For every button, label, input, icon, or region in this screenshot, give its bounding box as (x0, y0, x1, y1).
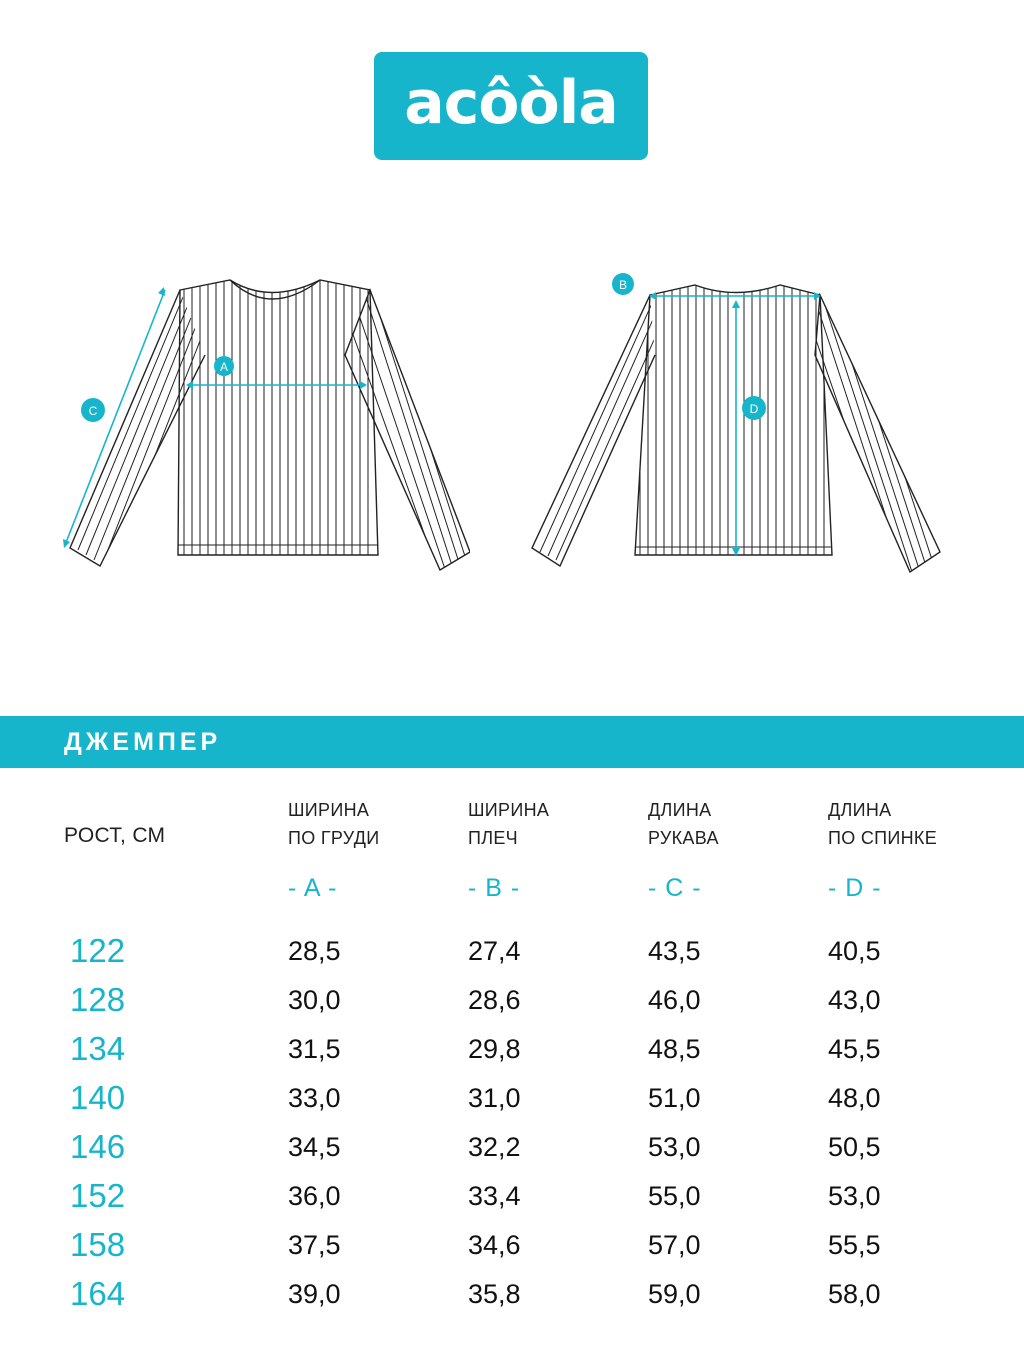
column-header-line1: ДЛИНА (648, 800, 712, 820)
shoulder-width-value: 27,4 (468, 936, 521, 966)
column-header-line1: ДЛИНА (828, 800, 892, 820)
table-row (0, 1176, 1024, 1216)
shoulder-width-value: 33,4 (468, 1181, 521, 1211)
front-view-sketch (50, 270, 470, 590)
column-header-line2: РУКАВА (648, 828, 719, 848)
chest-width-value: 34,5 (288, 1132, 341, 1162)
back-length-value: 48,0 (828, 1083, 881, 1113)
table-row (0, 1078, 1024, 1118)
chest-width-value: 39,0 (288, 1279, 341, 1309)
chest-width-value: 31,5 (288, 1034, 341, 1064)
row-height: 152 (70, 1177, 126, 1214)
sleeve-length-value: 59,0 (648, 1279, 701, 1309)
sleeve-length-value: 55,0 (648, 1181, 701, 1211)
chest-width-value: 37,5 (288, 1230, 341, 1260)
column-header-c (648, 796, 719, 852)
column-header-line2: ПЛЕЧ (468, 828, 518, 848)
shoulder-width-value: 29,8 (468, 1034, 521, 1064)
table-row (0, 980, 1024, 1020)
shoulder-width-value: 32,2 (468, 1132, 521, 1162)
row-height: 146 (70, 1128, 126, 1165)
back-length-value: 55,5 (828, 1230, 881, 1260)
back-length-value: 58,0 (828, 1279, 881, 1309)
back-length-value: 45,5 (828, 1034, 881, 1064)
chest-width-value: 36,0 (288, 1181, 341, 1211)
sleeve-length-value: 51,0 (648, 1083, 701, 1113)
shoulder-width-value: 31,0 (468, 1083, 521, 1113)
row-height: 158 (70, 1226, 126, 1263)
back-length-value: 40,5 (828, 936, 881, 966)
row-height: 164 (70, 1275, 126, 1312)
column-code-c: - C - (648, 874, 702, 902)
row-height: 128 (70, 981, 126, 1018)
back-length-value: 43,0 (828, 985, 881, 1015)
table-title-banner (0, 716, 1024, 768)
column-code-d: - D - (828, 874, 882, 902)
marker-d-label: D (749, 402, 759, 416)
marker-c-label: C (88, 404, 98, 418)
back-length-value: 50,5 (828, 1132, 881, 1162)
brand-logo (374, 52, 648, 160)
chest-width-value: 30,0 (288, 985, 341, 1015)
table-row (0, 1274, 1024, 1314)
column-code-b: - B - (468, 874, 521, 902)
row-height: 134 (70, 1030, 126, 1067)
table-row (0, 931, 1024, 971)
shoulder-width-value: 28,6 (468, 985, 521, 1015)
shoulder-width-value: 34,6 (468, 1230, 521, 1260)
table-row (0, 1029, 1024, 1069)
back-view-sketch (520, 265, 960, 585)
sleeve-length-value: 53,0 (648, 1132, 701, 1162)
chest-width-value: 28,5 (288, 936, 341, 966)
sleeve-length-value: 43,5 (648, 936, 701, 966)
marker-b-label: B (618, 278, 628, 292)
column-header-a (288, 796, 379, 852)
sleeve-length-value: 46,0 (648, 985, 701, 1015)
column-header-d (828, 796, 937, 852)
column-header-b (468, 796, 549, 852)
height-column-header (64, 822, 165, 850)
column-header-line1: ШИРИНА (288, 800, 370, 820)
shoulder-width-value: 35,8 (468, 1279, 521, 1309)
column-header-line1: ШИРИНА (468, 800, 550, 820)
marker-a-label: A (219, 360, 229, 374)
table-row (0, 1225, 1024, 1265)
brand-logo-text: acôòla (404, 68, 618, 138)
table-title: ДЖЕМПЕР (64, 728, 222, 756)
chest-width-value: 33,0 (288, 1083, 341, 1113)
column-header-line2: ПО ГРУДИ (288, 828, 380, 848)
row-height: 122 (70, 932, 126, 969)
back-length-value: 53,0 (828, 1181, 881, 1211)
column-header-line2: ПО СПИНКЕ (828, 828, 938, 848)
height-header-label: РОСТ, СМ (64, 824, 166, 847)
sleeve-length-value: 57,0 (648, 1230, 701, 1260)
column-code-a: - A - (288, 874, 338, 902)
sleeve-length-value: 48,5 (648, 1034, 701, 1064)
row-height: 140 (70, 1079, 126, 1116)
table-row (0, 1127, 1024, 1167)
